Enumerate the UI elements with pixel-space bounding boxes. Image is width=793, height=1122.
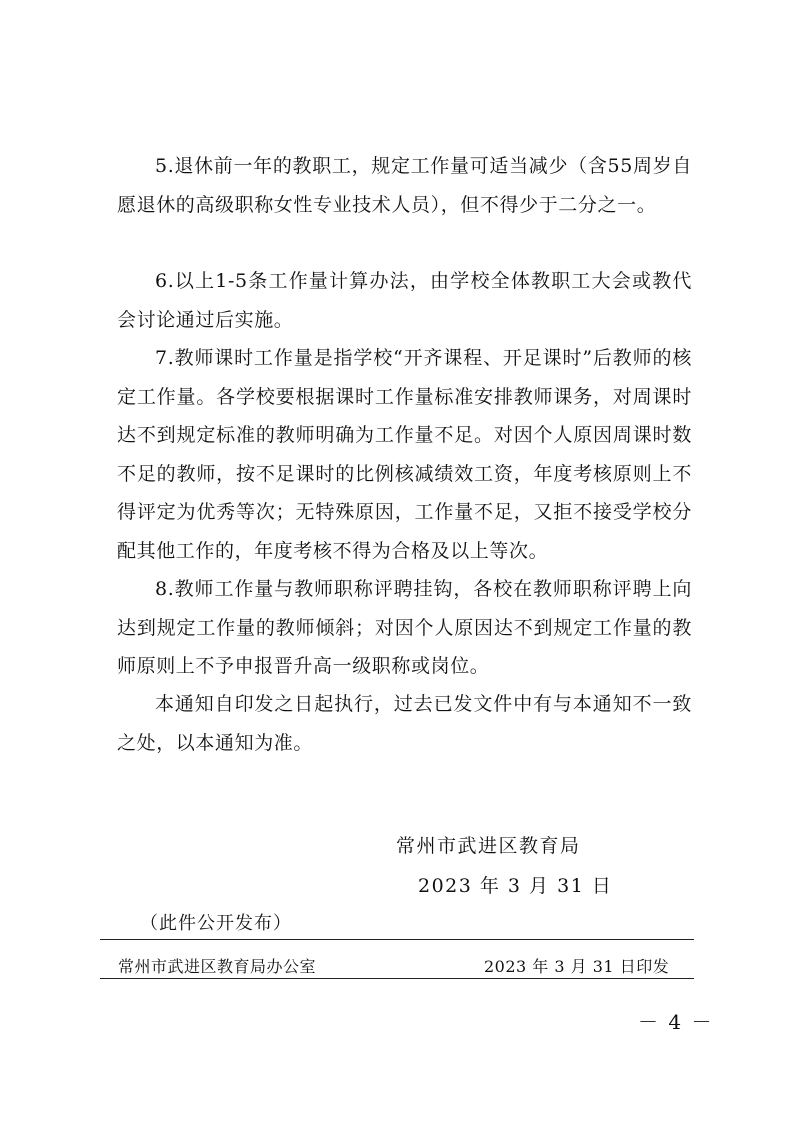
- public-release-note: （此件公开发布）: [140, 913, 292, 934]
- paragraph-item-8: 8.教师工作量与教师职称评聘挂钩，各校在教师职称评聘上向达到规定工作量的教师倾斜；对因个人原因达不到规定工作量的教师原则上不予申报晋升高一级职称或岗位。: [117, 578, 692, 677]
- signature-organization: 常州市武进区教育局: [396, 835, 581, 857]
- footer-print-date: 2023 年 3 月 31 日印发: [484, 957, 670, 976]
- paragraph-item-7: 7.教师课时工作量是指学校“开齐课程、开足课时”后教师的核定工作量。各学校要根据课时工作量标准安排教师课务，对周课时达不到规定标准的教师明确为工作量不足。对因个人原因周课时数不足的教师，按不足课时的比例核减绩效工资，年度考核原则上不得评定为优秀等次；无特殊原因，工作量不足，又拒不接受学校分配其他工作的，年度考核不得为合格及以上等次。: [117, 347, 692, 562]
- paragraph-item-6: 6.以上1-5条工作量计算办法，由学校全体教职工大会或教代会讨论通过后实施。: [117, 270, 692, 331]
- footer-issuing-office: 常州市武进区教育局办公室: [118, 957, 317, 976]
- paragraph-item-5: 5.退休前一年的教职工，规定工作量可适当减少（含55周岁自愿退休的高级职称女性专业技术人员），但不得少于二分之一。: [117, 155, 692, 216]
- signature-date: 2023 年 3 月 31 日: [418, 875, 613, 897]
- footer-divider-top: [100, 939, 694, 940]
- footer-divider-bottom: [100, 978, 694, 979]
- effective-date-paragraph: 本通知自印发之日起执行，过去已发文件中有与本通知不一致之处，以本通知为准。: [117, 693, 692, 754]
- page-number: － 4 －: [638, 1010, 714, 1034]
